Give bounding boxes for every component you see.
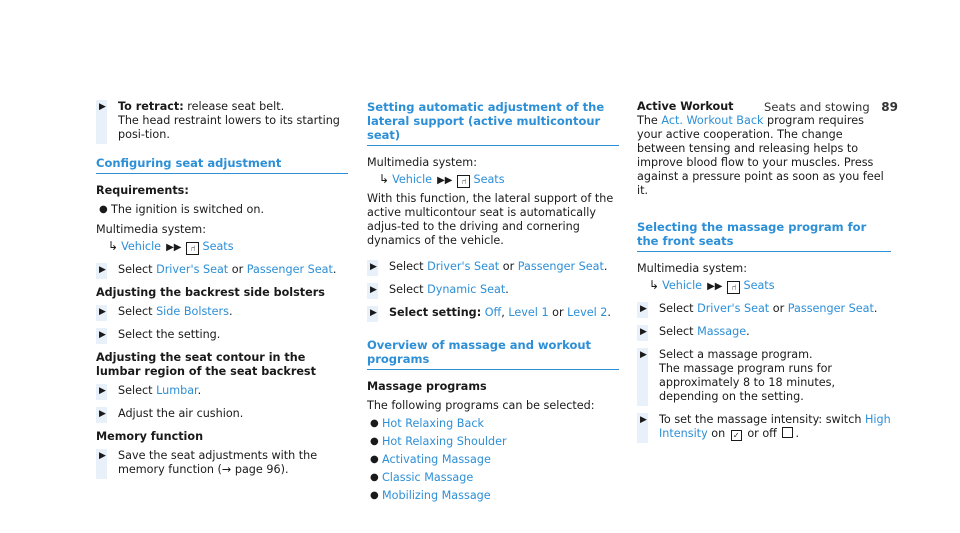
- column-2: [367, 100, 619, 509]
- play-arrow-icon: ▶: [640, 327, 647, 337]
- menu-path: [108, 239, 348, 255]
- step-text: Select: [118, 384, 157, 397]
- step-text: Select the setting.: [118, 328, 221, 341]
- subheading: Massage programs: [367, 380, 487, 393]
- step-side-bolsters: [96, 305, 348, 319]
- step-text: Select: [118, 263, 157, 276]
- step-select-program: [637, 348, 891, 404]
- play-arrow-icon: ▶: [640, 304, 647, 314]
- option-level-1[interactable]: Level 1: [508, 306, 549, 319]
- step-label: Select setting:: [389, 306, 482, 319]
- subheading: Adjusting the backrest side bolsters: [96, 286, 325, 299]
- option-massage[interactable]: Massage: [697, 325, 747, 338]
- bullet-icon: ●: [370, 436, 379, 447]
- option-passenger-seat[interactable]: Passenger Seat: [787, 302, 874, 315]
- step-text: .: [873, 302, 878, 315]
- step-text: .: [505, 283, 509, 296]
- multimedia-label: Multimedia system:: [637, 262, 747, 275]
- step-text: release seat belt.: [183, 100, 285, 113]
- column-3: [637, 100, 891, 450]
- step-text: Select: [389, 260, 428, 273]
- step-text: Select: [389, 283, 428, 296]
- step-text: .: [228, 305, 233, 318]
- bullet-icon: ●: [370, 454, 379, 465]
- menu-item-vehicle[interactable]: Vehicle: [662, 279, 703, 292]
- para-text: The: [637, 114, 662, 127]
- step-text: or: [499, 260, 518, 273]
- step-text: .: [197, 384, 202, 397]
- menu-item-vehicle[interactable]: Vehicle: [392, 173, 433, 186]
- step-select-massage: [637, 325, 891, 339]
- step-select-setting: [96, 328, 348, 342]
- requirements-list: [96, 203, 348, 217]
- bullet-icon: ●: [370, 472, 379, 483]
- step-text: To set the massage intensity: switch: [659, 413, 865, 426]
- subheading: Adjusting the seat contour in the lumbar region of the seat backrest: [96, 351, 316, 378]
- play-arrow-icon: ▶: [640, 415, 647, 425]
- step-text: .: [795, 427, 799, 440]
- bullet-icon: ●: [370, 418, 379, 429]
- option-lumbar[interactable]: Lumbar: [156, 384, 198, 397]
- subheading: Active Workout: [637, 100, 734, 113]
- seat-icon: ⑁: [457, 175, 470, 188]
- step-text: The massage program runs for approximately 8 to 18 minutes, depending on the setting.: [659, 362, 836, 403]
- step-select-seat: [367, 260, 619, 274]
- menu-item-vehicle[interactable]: Vehicle: [121, 240, 162, 253]
- step-text: .: [607, 306, 611, 319]
- menu-item-seats[interactable]: Seats: [473, 173, 505, 186]
- return-arrow-icon: ↳: [108, 239, 119, 253]
- step-text: on: [707, 427, 729, 440]
- option-drivers-seat[interactable]: Driver's Seat: [427, 260, 500, 273]
- multimedia-label: Multimedia system:: [367, 156, 477, 169]
- option-side-bolsters[interactable]: Side Bolsters: [156, 305, 229, 318]
- bullet-icon: ●: [370, 490, 379, 501]
- program-list: [367, 417, 619, 503]
- description: The following programs can be selected:: [367, 399, 595, 412]
- list-item-text: The ignition is switched on.: [111, 203, 264, 216]
- step-retract: [96, 100, 348, 142]
- checkbox-empty-icon: [782, 427, 793, 438]
- play-arrow-icon: ▶: [99, 307, 106, 317]
- section-heading: Overview of massage and workout programs: [367, 338, 619, 370]
- section-heading: Configuring seat adjustment: [96, 156, 348, 174]
- description: With this function, the lateral support of the active multicontour seat is automatically adjus-ted to the driving and cornering dynamics of the vehicle.: [367, 192, 614, 247]
- return-arrow-icon: ↳: [649, 278, 660, 292]
- play-arrow-icon: ▶: [370, 262, 377, 272]
- step-text: The head restraint lowers to its starting posi-tion.: [118, 114, 340, 141]
- list-item: [370, 453, 619, 467]
- step-text: Save the seat adjustments with the memory function (→ page 96).: [118, 449, 318, 476]
- section-heading: Selecting the massage program for the front seats: [637, 220, 891, 252]
- program-item[interactable]: Classic Massage: [382, 471, 474, 484]
- option-passenger-seat[interactable]: Passenger Seat: [246, 263, 333, 276]
- step-memory: [96, 449, 348, 477]
- program-item[interactable]: Activating Massage: [382, 453, 491, 466]
- double-chevron-icon: ▶▶: [437, 175, 453, 186]
- program-act-workout-back[interactable]: Act. Workout Back: [661, 114, 764, 127]
- list-item: [370, 489, 619, 503]
- step-text: .: [746, 325, 750, 338]
- option-drivers-seat[interactable]: Driver's Seat: [156, 263, 229, 276]
- step-intensity: [637, 413, 891, 441]
- section-title: Seats and stowing: [764, 100, 870, 114]
- list-item: [370, 435, 619, 449]
- double-chevron-icon: ▶▶: [707, 281, 723, 292]
- step-text: or off: [743, 427, 781, 440]
- option-drivers-seat[interactable]: Driver's Seat: [697, 302, 770, 315]
- step-select-level: [367, 306, 619, 320]
- option-passenger-seat[interactable]: Passenger Seat: [517, 260, 604, 273]
- checkbox-checked-icon: ✓: [731, 430, 742, 441]
- program-item[interactable]: Hot Relaxing Shoulder: [382, 435, 507, 448]
- subheading: Memory function: [96, 430, 204, 443]
- para-text: program requires your active cooperation. The change between tensing and releasing helps to improve blood flow to your muscles. Press against a pressure point as soon as you feel it.: [637, 114, 884, 197]
- play-arrow-icon: ▶: [370, 308, 377, 318]
- play-arrow-icon: ▶: [370, 285, 377, 295]
- step-text: .: [332, 263, 337, 276]
- double-chevron-icon: ▶▶: [166, 242, 182, 253]
- step-lumbar: [96, 384, 348, 398]
- step-text: Select: [659, 325, 698, 338]
- multimedia-label: Multimedia system:: [96, 223, 206, 236]
- play-arrow-icon: ▶: [640, 350, 647, 360]
- step-air-cushion: [96, 407, 348, 421]
- requirements-title: Requirements:: [96, 184, 189, 197]
- step-dynamic-seat: [367, 283, 619, 297]
- menu-item-seats[interactable]: Seats: [743, 279, 775, 292]
- menu-path: [379, 172, 619, 188]
- program-item[interactable]: Hot Relaxing Back: [382, 417, 484, 430]
- step-text: or: [769, 302, 788, 315]
- menu-path: [649, 278, 891, 294]
- step-text: ,: [501, 306, 509, 319]
- menu-item-seats[interactable]: Seats: [202, 240, 234, 253]
- section-heading: Setting automatic adjustment of the lateral support (active multicontour seat): [367, 100, 619, 146]
- play-arrow-icon: ▶: [99, 451, 106, 461]
- option-off[interactable]: Off: [484, 306, 502, 319]
- step-text: Select a massage program.: [659, 348, 813, 361]
- step-text: .: [603, 260, 608, 273]
- column-1: [96, 100, 348, 486]
- step-text: Select: [118, 305, 157, 318]
- step-text: or: [548, 306, 568, 319]
- seat-icon: ⑁: [727, 281, 740, 294]
- play-arrow-icon: ▶: [99, 409, 106, 419]
- bullet-icon: ●: [99, 204, 108, 215]
- list-item: [370, 471, 619, 485]
- option-level-2[interactable]: Level 2: [567, 306, 608, 319]
- seat-icon: ⑁: [186, 242, 199, 255]
- list-item: [370, 417, 619, 431]
- description: [637, 114, 891, 198]
- play-arrow-icon: ▶: [99, 330, 106, 340]
- step-select-seat: [637, 302, 891, 316]
- option-high-intensity[interactable]: High Intensity: [659, 413, 891, 440]
- step-text: Select: [659, 302, 698, 315]
- step-text: Adjust the air cushion.: [118, 407, 244, 420]
- step-text: or: [228, 263, 247, 276]
- return-arrow-icon: ↳: [379, 172, 390, 186]
- step-label: To retract:: [118, 100, 184, 113]
- play-arrow-icon: ▶: [99, 102, 106, 112]
- step-select-seat: [96, 263, 348, 277]
- program-item[interactable]: Mobilizing Massage: [382, 489, 491, 502]
- play-arrow-icon: ▶: [99, 386, 106, 396]
- list-item: [99, 203, 348, 217]
- option-dynamic-seat[interactable]: Dynamic Seat: [427, 283, 506, 296]
- page-number: 89: [881, 100, 898, 114]
- play-arrow-icon: ▶: [99, 265, 106, 275]
